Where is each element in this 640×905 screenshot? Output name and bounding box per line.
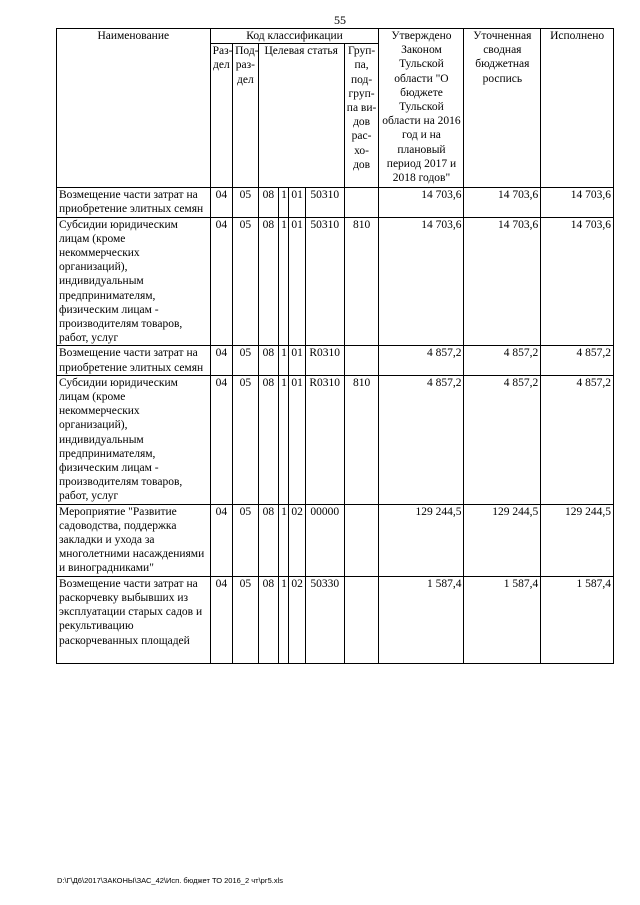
header-razdel: Раз-дел bbox=[210, 44, 233, 188]
row-group bbox=[344, 346, 379, 375]
header-executed: Исполнено bbox=[541, 29, 614, 188]
header-refined: Уточненная сводная бюджетная роспись bbox=[464, 29, 541, 188]
row-name: Субсидии юридическим лицам (кроме некоммерческих организаций), индивидуальным предпринимателям, физическим лицам - производителям товаров, работ, услуг bbox=[57, 375, 211, 504]
row-group bbox=[344, 576, 379, 663]
row-refined: 4 857,2 bbox=[464, 375, 541, 504]
row-target-2: 1 bbox=[279, 504, 289, 576]
row-target-4: 00000 bbox=[305, 504, 344, 576]
header-podrazdel: Под-раз-дел bbox=[233, 44, 259, 188]
row-name: Возмещение части затрат на приобретение элитных семян bbox=[57, 346, 211, 375]
row-razdel: 04 bbox=[210, 346, 233, 375]
table-row bbox=[57, 217, 614, 346]
row-target-2: 1 bbox=[279, 346, 289, 375]
row-target-3: 01 bbox=[289, 217, 305, 346]
row-executed: 1 587,4 bbox=[541, 576, 614, 663]
row-group: 810 bbox=[344, 375, 379, 504]
row-razdel: 04 bbox=[210, 188, 233, 217]
table-row bbox=[57, 576, 614, 663]
row-target-2: 1 bbox=[279, 576, 289, 663]
row-target-4: 50330 bbox=[305, 576, 344, 663]
row-razdel: 04 bbox=[210, 504, 233, 576]
header-group: Груп-па, под-груп-па ви-дов рас-хо-дов bbox=[344, 44, 379, 188]
row-target-2: 1 bbox=[279, 217, 289, 346]
row-target-3: 01 bbox=[289, 188, 305, 217]
row-target-1: 08 bbox=[258, 217, 278, 346]
row-refined: 14 703,6 bbox=[464, 188, 541, 217]
row-razdel: 04 bbox=[210, 217, 233, 346]
row-target-4: 50310 bbox=[305, 217, 344, 346]
row-group bbox=[344, 188, 379, 217]
header-code-group: Код классификации bbox=[210, 29, 379, 44]
table-row bbox=[57, 375, 614, 504]
row-target-3: 02 bbox=[289, 504, 305, 576]
row-approved: 129 244,5 bbox=[379, 504, 464, 576]
row-name: Субсидии юридическим лицам (кроме некоммерческих организаций), индивидуальным предпринимателям, физическим лицам - производителям товаров, работ, услуг bbox=[57, 217, 211, 346]
row-name: Возмещение части затрат на раскорчевку выбывших из эксплуатации старых садов и рекультивацию раскорчеванных площадей bbox=[57, 576, 211, 663]
row-target-2: 1 bbox=[279, 188, 289, 217]
row-target-1: 08 bbox=[258, 188, 278, 217]
row-target-1: 08 bbox=[258, 576, 278, 663]
row-podrazdel: 05 bbox=[233, 188, 259, 217]
budget-table bbox=[56, 28, 614, 664]
table-row bbox=[57, 504, 614, 576]
row-refined: 129 244,5 bbox=[464, 504, 541, 576]
row-target-1: 08 bbox=[258, 504, 278, 576]
row-target-2: 1 bbox=[279, 375, 289, 504]
row-podrazdel: 05 bbox=[233, 346, 259, 375]
row-group bbox=[344, 504, 379, 576]
header-approved: Утверждено Законом Тульской области "О бюджете Тульской области на 2016 год и на плановый период 2017 и 2018 годов" bbox=[379, 29, 464, 188]
table-row bbox=[57, 346, 614, 375]
row-target-4: 50310 bbox=[305, 188, 344, 217]
row-approved: 14 703,6 bbox=[379, 188, 464, 217]
row-target-1: 08 bbox=[258, 346, 278, 375]
row-refined: 14 703,6 bbox=[464, 217, 541, 346]
row-razdel: 04 bbox=[210, 375, 233, 504]
row-target-4: R0310 bbox=[305, 346, 344, 375]
table-row bbox=[57, 188, 614, 217]
row-executed: 14 703,6 bbox=[541, 217, 614, 346]
row-name: Возмещение части затрат на приобретение элитных семян bbox=[57, 188, 211, 217]
row-podrazdel: 05 bbox=[233, 504, 259, 576]
file-path-footer: D:\Г\Д6\2017\ЗАКОНЫ\ЗАС_42\Исп. бюджет ТО 2016_2 чт\рг5.xls bbox=[57, 876, 283, 885]
row-approved: 1 587,4 bbox=[379, 576, 464, 663]
row-name: Мероприятие "Развитие садоводства, поддержка закладки и ухода за многолетними насаждениями и виноградниками" bbox=[57, 504, 211, 576]
row-podrazdel: 05 bbox=[233, 375, 259, 504]
row-approved: 4 857,2 bbox=[379, 346, 464, 375]
row-target-3: 02 bbox=[289, 576, 305, 663]
header-target: Целевая статья bbox=[258, 44, 344, 188]
row-podrazdel: 05 bbox=[233, 217, 259, 346]
row-executed: 4 857,2 bbox=[541, 375, 614, 504]
row-executed: 14 703,6 bbox=[541, 188, 614, 217]
header-name: Наименование bbox=[57, 29, 211, 188]
row-approved: 4 857,2 bbox=[379, 375, 464, 504]
page-number: 55 bbox=[334, 13, 346, 27]
row-refined: 4 857,2 bbox=[464, 346, 541, 375]
row-target-4: R0310 bbox=[305, 375, 344, 504]
row-target-3: 01 bbox=[289, 346, 305, 375]
row-refined: 1 587,4 bbox=[464, 576, 541, 663]
row-razdel: 04 bbox=[210, 576, 233, 663]
row-target-3: 01 bbox=[289, 375, 305, 504]
row-executed: 4 857,2 bbox=[541, 346, 614, 375]
row-executed: 129 244,5 bbox=[541, 504, 614, 576]
row-approved: 14 703,6 bbox=[379, 217, 464, 346]
row-group: 810 bbox=[344, 217, 379, 346]
row-podrazdel: 05 bbox=[233, 576, 259, 663]
row-target-1: 08 bbox=[258, 375, 278, 504]
